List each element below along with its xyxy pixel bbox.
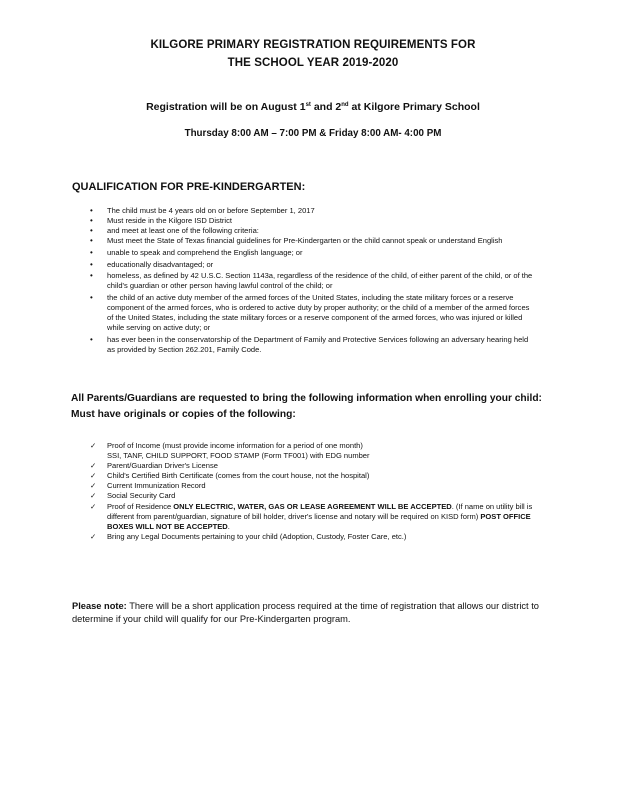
bullet-icon: •: [90, 334, 93, 344]
qualification-heading: QUALIFICATION FOR PRE-KINDERGARTEN:: [72, 181, 306, 193]
qualification-item: the child of an active duty member of the armed forces of the United States, including the state military forces or a reserve component of the armed forces, who is ordered to active duty by proper authority; or the child of a member of the armed forces of the United States, including the state military forces or a reserve component of the armed forces, who was injured or killed while serving on active duty; or: [107, 292, 530, 333]
residence-prefix: Proof of Residence: [107, 501, 174, 511]
bullet-icon: •: [90, 236, 93, 246]
required-documents-list: [90, 441, 538, 542]
license-item: Parent/Guardian Driver's License: [107, 461, 218, 471]
checkmark-icon: ✓: [90, 461, 97, 471]
list-item: [90, 441, 538, 461]
list-item: [90, 216, 535, 226]
checkmark-icon: ✓: [90, 491, 97, 501]
checkmark-icon: ✓: [90, 481, 97, 491]
parents-instructions: [71, 391, 571, 423]
qualification-item: has ever been in the conservatorship of the Department of Family and Protective Services following an adversary hearing held as provided by Section 262.201, Family Code.: [107, 334, 529, 354]
checkmark-icon: ✓: [90, 471, 97, 481]
list-item: [90, 260, 535, 270]
parents-instructions-line-2: Must have originals or copies of the following:: [71, 409, 296, 420]
bullet-icon: •: [90, 292, 93, 302]
registration-location: at Kilgore Primary School: [348, 101, 480, 113]
parents-instructions-line-1: All Parents/Guardians are requested to bring the following information when enrolling your child:: [71, 393, 542, 404]
document-title-line-1: KILGORE PRIMARY REGISTRATION REQUIREMENTS FOR: [150, 39, 476, 51]
please-note: [72, 600, 552, 625]
registration-dates: [0, 101, 626, 113]
qualification-list: [90, 206, 535, 357]
ordinal-st: st: [305, 102, 311, 108]
qualification-item: Must meet the State of Texas financial guidelines for Pre-Kindergarten or the child cannot speak or understand English: [107, 236, 503, 246]
qualification-item: The child must be 4 years old on or before September 1, 2017: [107, 206, 315, 215]
list-item: [90, 226, 535, 236]
list-item: [90, 471, 538, 481]
residence-po-box-warning: POST OFFICE BOXES WILL NOT BE ACCEPTED: [107, 511, 531, 531]
bullet-icon: •: [90, 247, 93, 257]
qualification-item: educationally disadvantaged; or: [107, 259, 214, 269]
list-item: [90, 248, 535, 258]
checkmark-icon: ✓: [90, 501, 97, 511]
please-note-label: Please note:: [72, 601, 127, 611]
registration-hours: Thursday 8:00 AM – 7:00 PM & Friday 8:00 AM- 4:00 PM: [184, 128, 442, 139]
document-title-line-2: THE SCHOOL YEAR 2019-2020: [227, 57, 399, 69]
bullet-icon: •: [90, 226, 93, 236]
list-item: [90, 236, 535, 246]
list-item: [90, 293, 535, 333]
qualification-item: unable to speak and comprehend the English language; or: [107, 247, 303, 257]
list-item: [90, 335, 535, 355]
residence-details: . (If name on utility bill is different from parent/guardian, signature of bill holder, driver's license and notary will be required on KISD form): [107, 501, 533, 521]
registration-prefix: Registration will be on August 1: [146, 101, 306, 113]
bullet-icon: •: [90, 259, 93, 269]
qualification-item: homeless, as defined by 42 U.S.C. Section 1143a, regardless of the residence of the child, of either parent of the child, or of the child's guardian or other person having lawful control of the child; or: [107, 271, 533, 291]
social-security-item: Social Security Card: [107, 491, 176, 501]
checkmark-icon: ✓: [90, 531, 97, 541]
bullet-icon: •: [90, 271, 93, 281]
immunization-item: Current Immunization Record: [107, 481, 206, 491]
legal-documents-item: Bring any Legal Documents pertaining to your child (Adoption, Custody, Foster Care, etc.): [107, 531, 407, 541]
list-item: [90, 532, 538, 542]
list-item: [90, 206, 535, 216]
qualification-item: Must reside in the Kilgore ISD District: [107, 216, 232, 226]
bullet-icon: •: [90, 206, 93, 215]
residence-accepted-types: ONLY ELECTRIC, WATER, GAS OR LEASE AGREEMENT WILL BE ACCEPTED: [173, 501, 452, 511]
list-item: [90, 461, 538, 471]
income-item: Proof of Income (must provide income information for a period of one month): [107, 441, 363, 450]
please-note-text: There will be a short application process required at the time of registration that allows our district to determine if your child will qualify for our Pre-Kindergarten program.: [72, 601, 539, 624]
residence-suffix: .: [227, 521, 230, 531]
list-item: [90, 481, 538, 491]
qualification-item: and meet at least one of the following criteria:: [107, 226, 259, 236]
list-item: [90, 502, 538, 532]
registration-and: and 2: [310, 101, 342, 113]
list-item: [90, 491, 538, 501]
bullet-icon: •: [90, 216, 93, 226]
birth-certificate-item: Child's Certified Birth Certificate (comes from the court house, not the hospital): [107, 471, 370, 481]
ordinal-nd: nd: [341, 102, 349, 108]
list-item: [90, 271, 535, 291]
checkmark-icon: ✓: [90, 441, 97, 450]
income-sub-item: SSI, TANF, CHILD SUPPORT, FOOD STAMP (Form TF001) with EDG number: [107, 451, 370, 461]
